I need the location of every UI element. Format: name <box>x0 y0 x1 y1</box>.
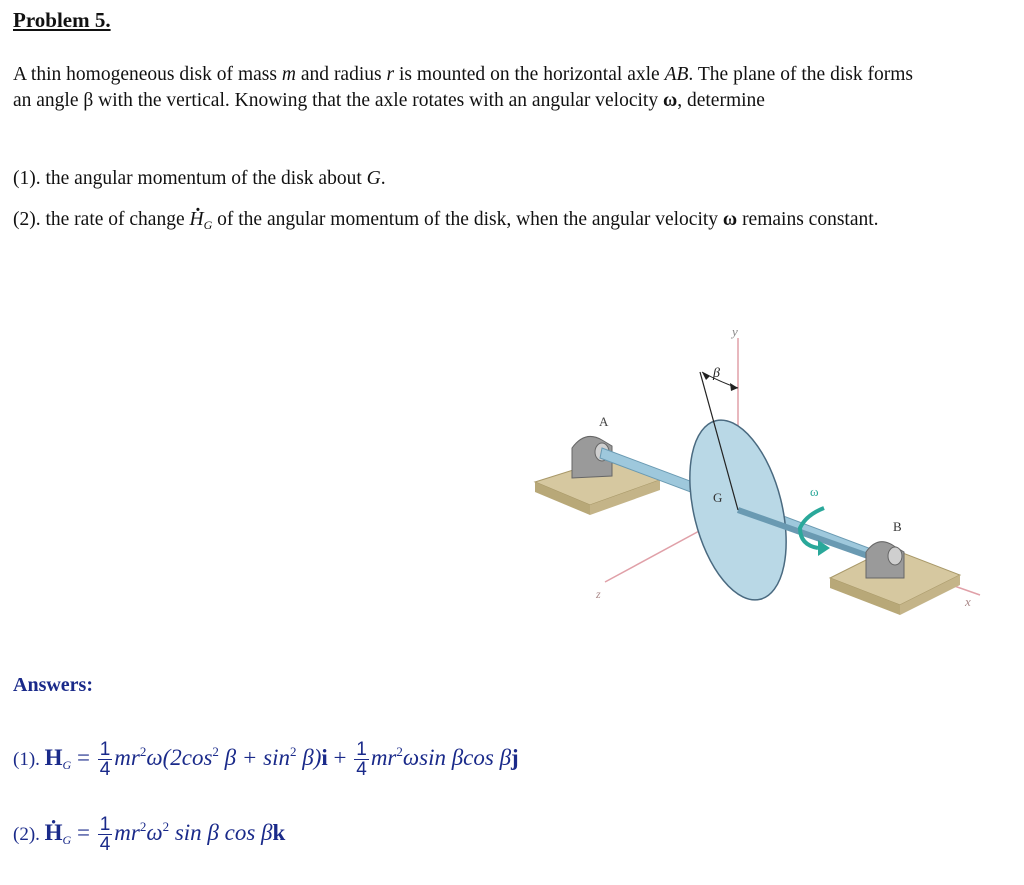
question-1: (1). the angular momentum of the disk about G. <box>13 168 386 189</box>
label-beta: β <box>713 366 720 381</box>
label-b: B <box>893 519 902 534</box>
label-g: G <box>713 490 723 505</box>
problem-statement: A thin homogeneous disk of mass m and radius r is mounted on the horizontal axle AB. The plane of the disk forms an angle β with the vertical. Knowing that the axle rotates with an angular velocity ω, determine <box>13 64 913 111</box>
label-x: x <box>965 594 971 609</box>
answer-2: (2). Ḣ$_G$ = $\frac{1}{4}$ $mr^2\omega^2$ sin β cos βk <box>13 814 286 855</box>
problem-title: Problem 5. <box>13 8 111 32</box>
label-y: y <box>732 324 738 339</box>
label-omega: ω <box>810 484 819 499</box>
label-a: A <box>599 414 609 429</box>
question-2: (2). the rate of change . $H_G$ of the angular momentum of the disk, when the angular velocity ω remains constant. <box>13 203 923 242</box>
label-z: z <box>596 587 601 601</box>
answers-heading: Answers: <box>13 674 93 696</box>
answer-1: (1). $H_G$ = $\frac{1}{4}$ $mr^2\omega(2\cos^2$ $\beta + \sin^2 \beta)i$ + $\frac{1}{4}$ $mr^2\omega\sin$ βcos βj <box>13 739 519 780</box>
